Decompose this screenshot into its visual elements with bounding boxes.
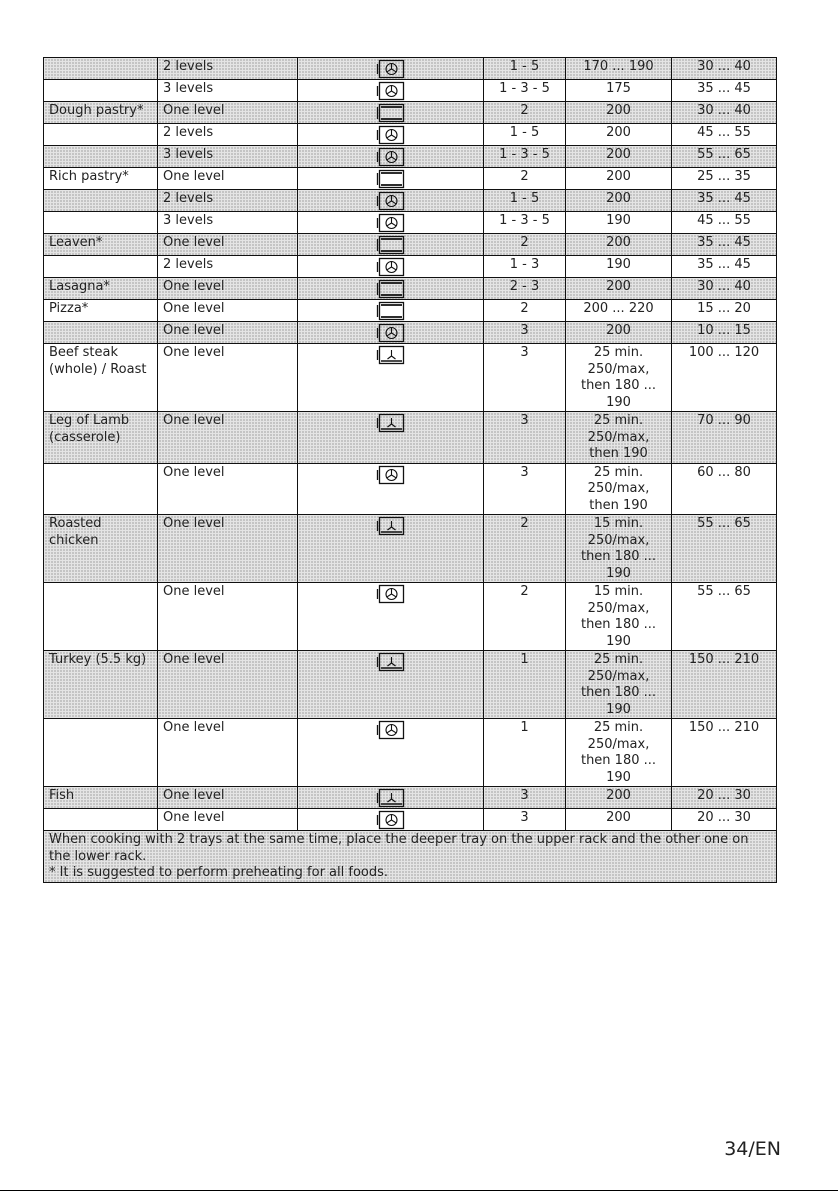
operating-mode-cell [298,344,484,412]
operating-mode-cell [298,278,484,300]
shelf-position-cell: 1 - 5 [484,190,566,212]
cooking-time-cell: 35 ... 45 [672,190,777,212]
cooking-time-cell: 30 ... 40 [672,102,777,124]
temperature-cell: 15 min. 250/max, then 180 ... 190 [566,515,672,583]
page-number: 34/EN [724,1138,781,1160]
conventional-mode-icon [376,279,406,299]
operating-mode-cell [298,190,484,212]
operating-mode-cell [298,412,484,464]
temperature-cell: 200 [566,190,672,212]
grill-mode-icon [376,413,406,433]
cooking-time-cell: 30 ... 40 [672,278,777,300]
food-cell: Roasted chicken [44,515,158,583]
food-cell [44,212,158,234]
fan-mode-icon [376,465,406,485]
table-row [44,344,777,412]
shelf-position-cell: 1 - 5 [484,124,566,146]
table-row [44,787,777,809]
food-cell [44,583,158,651]
shelf-position-cell: 3 [484,412,566,464]
shelf-position-cell: 3 [484,322,566,344]
operating-mode-cell [298,651,484,719]
cooking-level-cell: 3 levels [158,146,298,168]
operating-mode-cell [298,583,484,651]
shelf-position-cell: 1 - 3 [484,256,566,278]
shelf-position-cell: 2 [484,515,566,583]
temperature-cell: 25 min. 250/max, then 190 [566,463,672,515]
cooking-time-cell: 60 ... 80 [672,463,777,515]
cooking-time-cell: 55 ... 65 [672,583,777,651]
table-row [44,515,777,583]
operating-mode-cell [298,809,484,831]
cooking-level-cell: One level [158,322,298,344]
temperature-cell: 25 min. 250/max, then 180 ... 190 [566,719,672,787]
fan-mode-icon [376,191,406,211]
cooking-time-cell: 45 ... 55 [672,212,777,234]
temperature-cell: 190 [566,212,672,234]
shelf-position-cell: 1 - 3 - 5 [484,212,566,234]
cooking-time-cell: 25 ... 35 [672,168,777,190]
operating-mode-cell [298,80,484,102]
temperature-cell: 25 min. 250/max, then 190 [566,412,672,464]
table-row [44,651,777,719]
cooking-level-cell: One level [158,809,298,831]
operating-mode-cell [298,719,484,787]
shelf-position-cell: 1 [484,719,566,787]
shelf-position-cell: 2 [484,102,566,124]
cooking-level-cell: One level [158,300,298,322]
food-cell: Pizza* [44,300,158,322]
cooking-level-cell: One level [158,168,298,190]
table-row [44,102,777,124]
grill-mode-icon [376,652,406,672]
temperature-cell: 190 [566,256,672,278]
shelf-position-cell: 1 - 3 - 5 [484,80,566,102]
food-cell [44,58,158,80]
cooking-time-cell: 10 ... 15 [672,322,777,344]
operating-mode-cell [298,124,484,146]
cooking-time-cell: 150 ... 210 [672,719,777,787]
conventional-mode-icon [376,169,406,189]
food-cell: Turkey (5.5 kg) [44,651,158,719]
cooking-time-cell: 30 ... 40 [672,58,777,80]
table-row [44,256,777,278]
temperature-cell: 200 [566,102,672,124]
food-cell [44,80,158,102]
food-cell [44,322,158,344]
conventional-mode-icon [376,301,406,321]
shelf-position-cell: 3 [484,463,566,515]
cooking-level-cell: 3 levels [158,80,298,102]
food-cell [44,256,158,278]
shelf-position-cell: 2 [484,583,566,651]
table-row [44,190,777,212]
temperature-cell: 200 [566,278,672,300]
cooking-level-cell: One level [158,515,298,583]
table-row [44,583,777,651]
food-cell: Fish [44,787,158,809]
shelf-position-cell: 3 [484,344,566,412]
table-row [44,234,777,256]
fan-mode-icon [376,59,406,79]
cooking-time-cell: 100 ... 120 [672,344,777,412]
operating-mode-cell [298,300,484,322]
cooking-level-cell: 2 levels [158,58,298,80]
cooking-level-cell: One level [158,463,298,515]
cooking-level-cell: One level [158,583,298,651]
operating-mode-cell [298,102,484,124]
cooking-level-cell: One level [158,651,298,719]
table-row [44,300,777,322]
table-row [44,124,777,146]
food-cell: Lasagna* [44,278,158,300]
table-row [44,412,777,464]
cooking-time-cell: 20 ... 30 [672,787,777,809]
shelf-position-cell: 2 - 3 [484,278,566,300]
food-cell [44,146,158,168]
table-row [44,212,777,234]
shelf-position-cell: 2 [484,234,566,256]
temperature-cell: 200 ... 220 [566,300,672,322]
grill-mode-icon [376,345,406,365]
temperature-cell: 200 [566,234,672,256]
cooking-table [43,57,777,883]
temperature-cell: 25 min. 250/max, then 180 ... 190 [566,651,672,719]
fan-mode-icon [376,584,406,604]
note-preheating: * It is suggested to perform preheating for all foods. [49,865,389,880]
cooking-time-cell: 35 ... 45 [672,80,777,102]
conventional-mode-icon [376,235,406,255]
cooking-table-body [44,58,777,831]
conventional-mode-icon [376,103,406,123]
shelf-position-cell: 1 - 3 - 5 [484,146,566,168]
operating-mode-cell [298,256,484,278]
fan-mode-icon [376,323,406,343]
note-two-trays: When cooking with 2 trays at the same time, place the deeper tray on the upper rack and the other one on the lower rack. [49,832,749,864]
cooking-time-cell: 20 ... 30 [672,809,777,831]
food-cell [44,719,158,787]
temperature-cell: 200 [566,787,672,809]
food-cell [44,463,158,515]
note-cell [44,831,777,883]
cooking-time-cell: 150 ... 210 [672,651,777,719]
table-row [44,463,777,515]
operating-mode-cell [298,515,484,583]
food-cell: Rich pastry* [44,168,158,190]
operating-mode-cell [298,787,484,809]
food-cell: Dough pastry* [44,102,158,124]
table-row [44,168,777,190]
cooking-time-cell: 35 ... 45 [672,256,777,278]
note-row [44,831,777,883]
food-cell [44,809,158,831]
cooking-time-cell: 55 ... 65 [672,515,777,583]
fan-mode-icon [376,81,406,101]
food-cell: Leg of Lamb (casserole) [44,412,158,464]
fan-mode-icon [376,257,406,277]
cooking-time-cell: 35 ... 45 [672,234,777,256]
shelf-position-cell: 3 [484,809,566,831]
food-cell [44,124,158,146]
temperature-cell: 200 [566,168,672,190]
operating-mode-cell [298,234,484,256]
shelf-position-cell: 2 [484,300,566,322]
temperature-cell: 200 [566,322,672,344]
temperature-cell: 200 [566,146,672,168]
table-row [44,809,777,831]
fan-mode-icon [376,810,406,830]
grill-mode-icon [376,788,406,808]
cooking-level-cell: 2 levels [158,124,298,146]
grill-mode-icon [376,516,406,536]
fan-mode-icon [376,720,406,740]
food-cell: Leaven* [44,234,158,256]
shelf-position-cell: 1 [484,651,566,719]
shelf-position-cell: 1 - 5 [484,58,566,80]
fan-mode-icon [376,213,406,233]
cooking-level-cell: One level [158,278,298,300]
operating-mode-cell [298,212,484,234]
temperature-cell: 25 min. 250/max, then 180 ... 190 [566,344,672,412]
table-row [44,278,777,300]
temperature-cell: 175 [566,80,672,102]
cooking-level-cell: One level [158,234,298,256]
temperature-cell: 200 [566,124,672,146]
table-row [44,146,777,168]
cooking-time-cell: 15 ... 20 [672,300,777,322]
cooking-level-cell: 3 levels [158,212,298,234]
operating-mode-cell [298,168,484,190]
operating-mode-cell [298,322,484,344]
fan-mode-icon [376,125,406,145]
table-row [44,80,777,102]
cooking-level-cell: 2 levels [158,190,298,212]
cooking-level-cell: 2 levels [158,256,298,278]
fan-mode-icon [376,147,406,167]
shelf-position-cell: 3 [484,787,566,809]
table-row [44,322,777,344]
table-row [44,58,777,80]
cooking-time-cell: 70 ... 90 [672,412,777,464]
temperature-cell: 15 min. 250/max, then 180 ... 190 [566,583,672,651]
operating-mode-cell [298,463,484,515]
food-cell: Beef steak (whole) / Roast [44,344,158,412]
shelf-position-cell: 2 [484,168,566,190]
operating-mode-cell [298,146,484,168]
cooking-time-cell: 55 ... 65 [672,146,777,168]
cooking-time-cell: 45 ... 55 [672,124,777,146]
cooking-level-cell: One level [158,719,298,787]
temperature-cell: 170 ... 190 [566,58,672,80]
cooking-level-cell: One level [158,344,298,412]
food-cell [44,190,158,212]
cooking-level-cell: One level [158,412,298,464]
cooking-level-cell: One level [158,787,298,809]
cooking-level-cell: One level [158,102,298,124]
table-row [44,719,777,787]
temperature-cell: 200 [566,809,672,831]
operating-mode-cell [298,58,484,80]
